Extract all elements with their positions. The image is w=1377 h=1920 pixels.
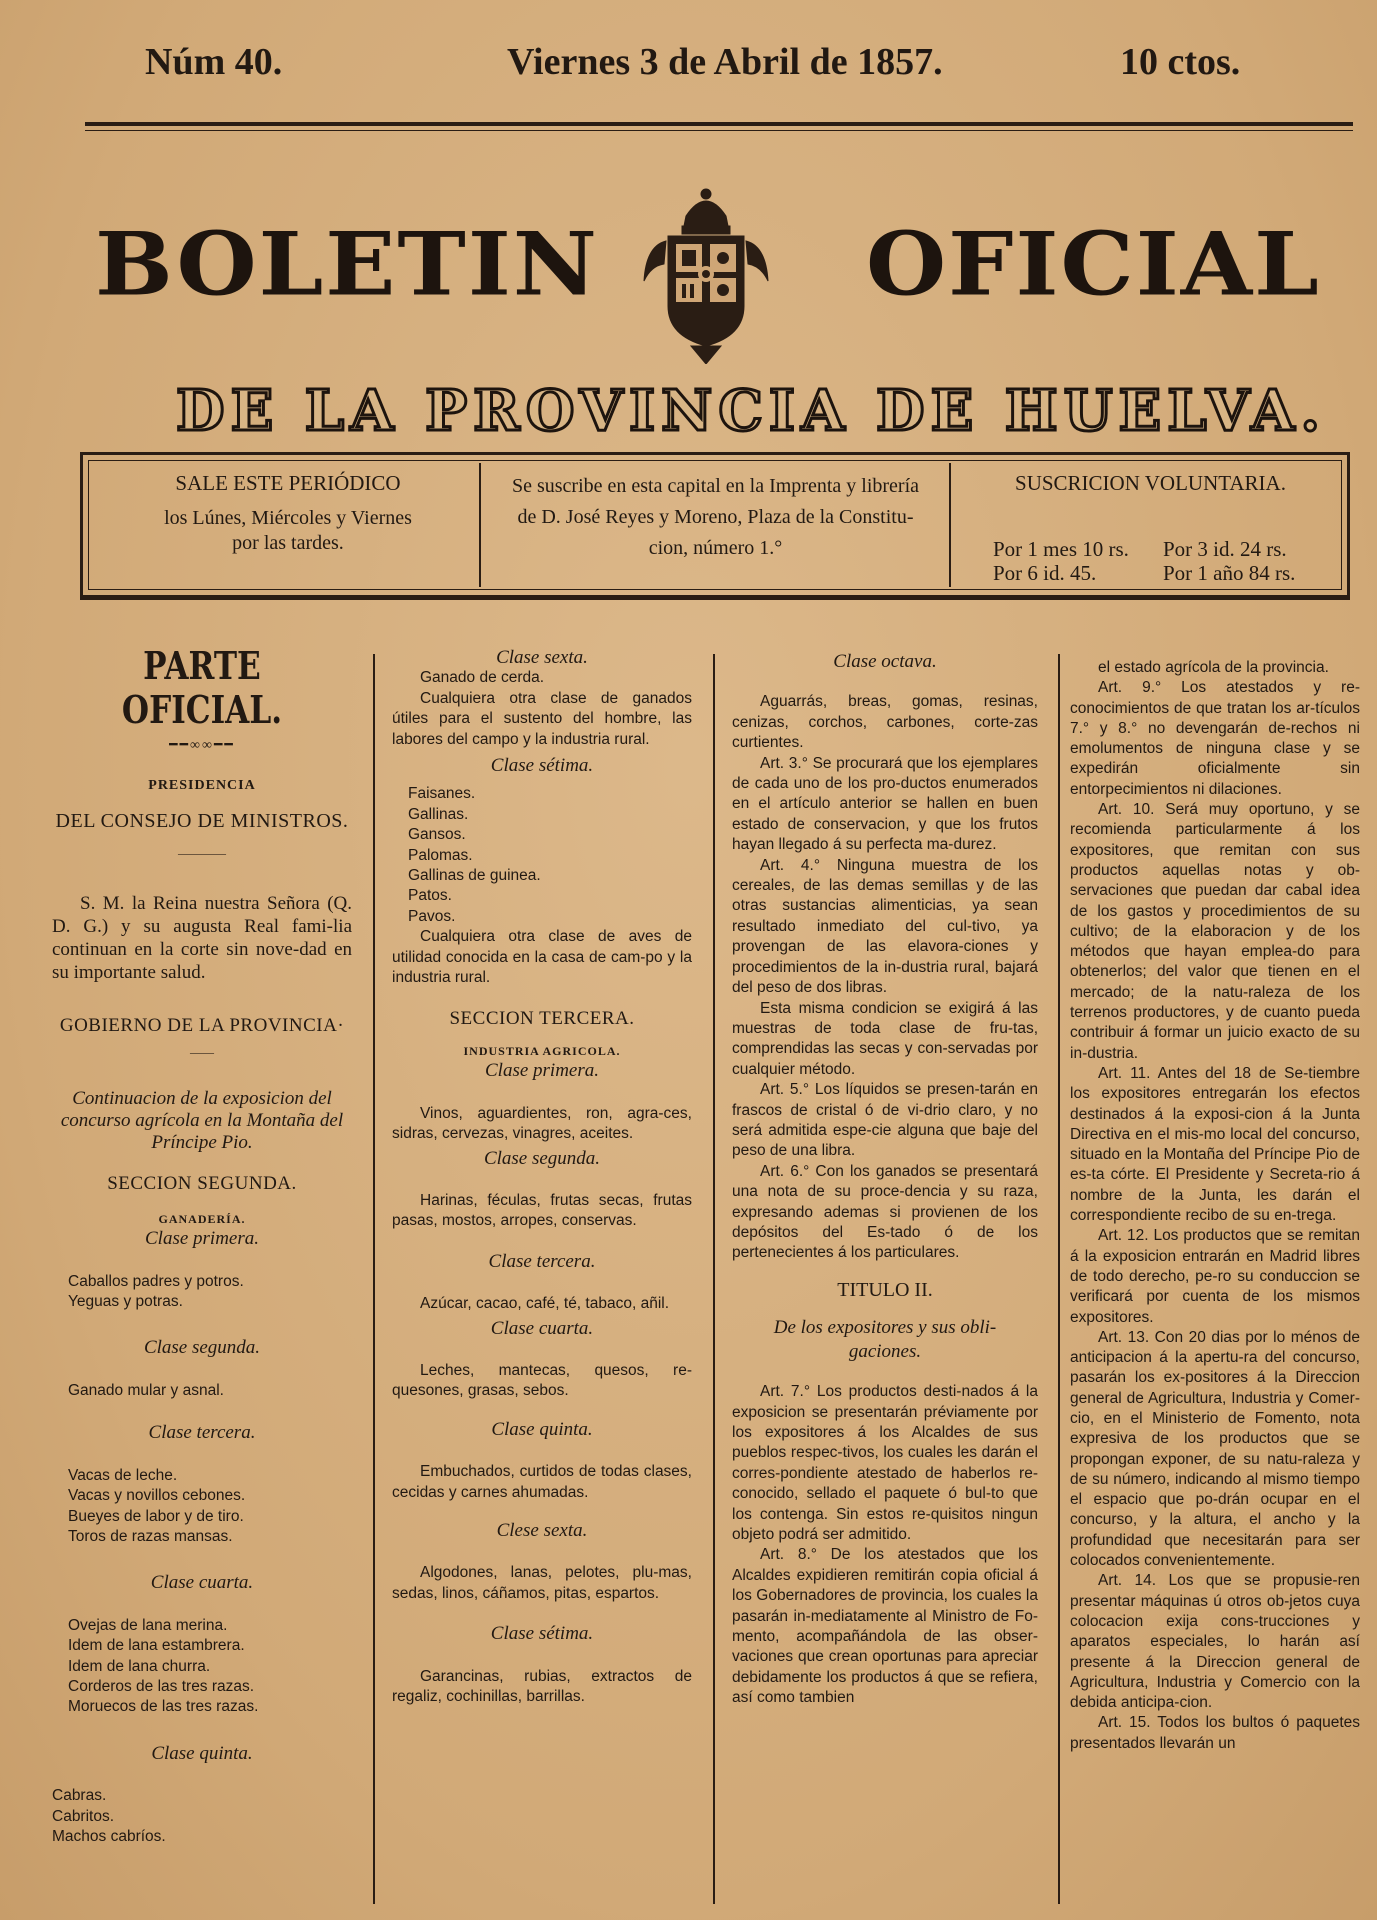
ia-clase-7-heading: Clase sétima. — [490, 1623, 594, 1645]
schedule-title: SALE ESTE PERIÓDICO — [175, 471, 401, 495]
ia-clase-3-text: Azúcar, cacao, café, té, tabaco, añil. — [420, 1295, 670, 1313]
subtitle-provincia: DE LA PROVINCIA DE HUELVA. — [176, 378, 1326, 444]
clase-8-text: Aguarrás, breas, gomas, resinas, cenizas, corchos, carbones, corte-zas curtientes. — [732, 693, 1038, 752]
clase-2-list — [52, 1381, 352, 1401]
list-item: Yeguas y potras. — [68, 1293, 183, 1311]
voluntary-subscription — [958, 471, 1343, 496]
clase-5-heading: Clase quinta. — [151, 1742, 253, 1764]
issue-date: Viernes 3 de Abril de 1857. — [507, 41, 943, 83]
clase-3-list — [52, 1466, 352, 1548]
list-item: Ovejas de lana merina. — [68, 1616, 228, 1634]
royal-coat-of-arms-icon — [636, 186, 776, 364]
list-item: Gallinas. — [408, 805, 469, 823]
article-11: Art. 11. Antes del 18 de Se-tiembre los expositores entregarán los efectos destinados á la exposi-cion á la Junta Directiva en el mis-mo local del concurso, situado en la Montaña del Príncipe Pio de es-ta córte. El Presidente y Secreta-rio á nombre de la Junta, les darán el correspondiente recibo de su en-trega. — [1070, 1064, 1360, 1225]
list-item: Vacas y novillos cebones. — [68, 1487, 246, 1505]
clase-6-heading: Clase sexta. — [496, 647, 588, 668]
article-15: Art. 15. Todos los bultos ó paquetes presentados llevarán un — [1070, 1714, 1360, 1752]
seccion-tercera-heading: SECCION TERCERA. — [449, 1007, 635, 1029]
subscription-info-box — [80, 452, 1350, 600]
ia-clase-3-heading: Clase tercera. — [488, 1250, 596, 1272]
article-12: Art. 12. Los productos que se remitan á la exposicion entrarán en Madrid libres de todo derecho, pe-ro su conduccion se verificará por cuenta de los mismos expositores. — [1070, 1227, 1360, 1326]
clase-1-heading: Clase primera. — [145, 1228, 259, 1250]
article-13: Art. 13. Con 20 dias por lo ménos de anticipacion á la apertu-ra del concurso, pasarán los ex-positores á la Direccion general de Agricultura, Industria y Comer-cio, en el Ministerio de Fomento, nota expresiva de los productos que se propongan exponer, de su natu-raleza y de su número, indicando al mismo tiempo el espacio que po-drán ocupar en el concurso, y la altura, el ancho y la profundidad que necesitarán para ser colocados convenientemente. — [1070, 1328, 1360, 1570]
column-rule-3 — [1058, 654, 1060, 1904]
clase-4-heading: Clase cuarta. — [150, 1572, 254, 1594]
title-oficial: OFICIAL — [866, 212, 1321, 316]
industria-heading: INDUSTRIA AGRICOLA. — [463, 1043, 621, 1058]
short-rule-2: —— — [190, 1045, 214, 1060]
list-item: Ganado mular y asnal. — [68, 1381, 224, 1399]
ia-clase-4-text: Leches, mantecas, quesos, re-quesones, grasas, sebos. — [392, 1361, 692, 1400]
clase-1-list — [52, 1272, 352, 1313]
clase-3-heading: Clase tercera. — [148, 1422, 256, 1444]
clase-7-list — [392, 784, 692, 927]
ia-clase-6-text: Algodones, lanas, pelotes, plu-mas, sedas, linos, cáñamos, pitas, espartos. — [392, 1564, 692, 1602]
ia-clase-7-text: Garancinas, rubias, extractos de regaliz, cochinillas, barrillas. — [392, 1667, 692, 1706]
ornament: ━━∞∞━━ — [169, 738, 235, 753]
list-item: Cabritos. — [52, 1807, 115, 1825]
clase-6-text — [392, 668, 692, 750]
clase-6-item: Ganado de cerda. — [420, 669, 545, 687]
column-2 — [392, 644, 692, 1707]
article-4-continued: Esta misma condicion se exigirá á las muestras de toda clase de fru-tas, comprendidas las secas y con-servadas por cualquier método. — [732, 999, 1038, 1078]
list-item: Caballos padres y potros. — [68, 1272, 244, 1290]
ia-clase-1-heading: Clase primera. — [485, 1060, 599, 1082]
ia-clase-2-heading: Clase segunda. — [483, 1147, 601, 1169]
list-item: Pavos. — [408, 907, 456, 925]
column-4 — [1070, 658, 1360, 1754]
article-8: Art. 8.° De los atestados que los Alcaldes expidieren remitirán copia oficial á los Gobernadores de provincia, los cuales la pasarán in-mediatamente al Ministro de Fo-mento, acompañándola de las obser-vaciones que crean oportunas para apreciar debidamente los productos á que se refiera, así como tambien — [732, 1546, 1038, 1707]
short-rule: ———— — [178, 846, 226, 861]
list-item: Moruecos de las tres razas. — [68, 1698, 259, 1716]
publication-schedule — [103, 471, 473, 556]
article-3: Art. 3.° Se procurará que los ejemplares de cada uno de los pro-ductos enumerados en el artículo anterior se hallen en buen estado de conservacion, y que los frutos hayan llegado á su perfecta ma-durez. — [732, 754, 1038, 854]
list-item: Patos. — [408, 887, 452, 905]
schedule-time: por las tardes. — [232, 532, 344, 554]
list-item: Gansos. — [408, 826, 466, 844]
column-1 — [52, 644, 352, 1847]
article-4: Art. 4.° Ninguna muestra de los cereales, de las demas semillas y de las otras sustancias alimenticias, ya sean resultado inmediato del cul-tivo, ya provengan de las elavora-ciones y procedimientos de la in-dustria rural, bajará del peso de dos libras. — [732, 856, 1038, 997]
info-divider-1 — [479, 463, 481, 587]
list-item: Idem de lana churra. — [68, 1657, 211, 1675]
list-item: Bueyes de labor y de tiro. — [68, 1507, 244, 1525]
masthead-top-line — [145, 40, 1255, 90]
price-1-month: Por 1 mes 10 rs. — [993, 537, 1129, 561]
info-divider-2 — [949, 463, 951, 587]
clase-5-list — [52, 1786, 352, 1847]
ia-clase-2-text: Harinas, féculas, frutas secas, frutas pasas, mostos, arropes, conservas. — [392, 1191, 692, 1230]
ia-clase-6-heading: Clese sexta. — [496, 1520, 588, 1541]
ia-clase-5-text: Embuchados, curtidos de todas clases, cecidas y carnes ahumadas. — [392, 1463, 692, 1501]
gobierno-heading: GOBIERNO DE LA PROVINCIA· — [59, 1014, 345, 1036]
subscription-line-2: de D. José Reyes y Moreno, Plaza de la Constitu- — [517, 506, 914, 528]
list-item: Cabras. — [52, 1787, 107, 1805]
continuacion-title: Continuacion de la exposicion del concurso agrícola en la Montaña del Príncipe Pio. — [60, 1088, 344, 1154]
ganaderia-heading: GANADERÍA. — [158, 1211, 246, 1226]
subscription-line-3: cion, número 1.° — [648, 537, 783, 559]
masthead-rule — [85, 122, 1353, 126]
clase-8-heading: Clase octava. — [833, 651, 937, 672]
article-14: Art. 14. Los que se propusie-ren presentar máquinas ú otros ob-jetos cuya colocacion exija cons-trucciones y aparatos especiales, lo harán así presente á la Direccion general de Agricultura, Industria y Comercio con la debida anticipa-cion. — [1070, 1572, 1360, 1712]
subscription-line-1: Se suscribe en esta capital en la Imprenta y librería — [511, 475, 920, 497]
list-item: Toros de razas mansas. — [68, 1527, 233, 1545]
presidencia-heading: PRESIDENCIA — [148, 778, 256, 794]
price-6-months: Por 6 id. 45. — [993, 561, 1097, 585]
list-item: Corderos de las tres razas. — [68, 1677, 255, 1695]
column-3 — [732, 644, 1038, 1709]
issue-price: 10 ctos. — [1120, 41, 1241, 83]
column-rule-1 — [373, 654, 375, 1904]
seccion-segunda-heading: SECCION SEGUNDA. — [107, 1173, 297, 1195]
price-3-months: Por 3 id. 24 rs. — [1163, 537, 1287, 561]
article-7: Art. 7.° Los productos desti-nados á la exposicion se presentarán préviamente por los expositores á los Alcaldes de sus pueblos respec-tivos, los cuales les darán el corres-pondiente atestado de haberlos re-conocido, sellado el paquete ó bul-to que los contenga. Sin estos re-quisitos ningun objeto podrá ser admitido. — [732, 1383, 1038, 1544]
column-rule-2 — [713, 654, 715, 1904]
clase-7-paragraph: Cualquiera otra clase de aves de utilidad conocida en la casa de cam-po y la industria rural. — [392, 928, 692, 987]
clase-6-paragraph: Cualquiera otra clase de ganados útiles para el sustento del hombre, las labores del campo y la industria rural. — [392, 689, 692, 748]
price-1-year: Por 1 año 84 rs. — [1163, 561, 1296, 585]
list-item: Vacas de leche. — [68, 1466, 178, 1484]
article-10: Art. 10. Será muy oportuno, y se recomienda particularmente á los expositores, que remitan con sus productos aquellas notas y ob-servaciones que puedan dar cabal idea de los gastos y procedimientos de su cultivo; de la elaboracion y de los métodos que hayan emplea-do para obtenerlos; del valor que tienen en el mercado; de la natu-raleza de los terrenos productores, y de cuanto pueda contribuir á formar un juicio exacto de su in-dustria. — [1070, 801, 1360, 1062]
list-item: Palomas. — [408, 846, 473, 864]
clase-7-heading: Clase sétima. — [490, 755, 594, 777]
title-boletin: BOLETIN — [95, 212, 600, 316]
parte-oficial-heading: PARTE OFICIAL. — [121, 643, 283, 732]
clase-2-heading: Clase segunda. — [143, 1337, 261, 1359]
list-item: Machos cabríos. — [52, 1827, 166, 1845]
clase-4-list — [52, 1616, 352, 1718]
article-8-continued: el estado agrícola de la provincia. — [1098, 659, 1329, 676]
schedule-days: los Lúnes, Miércoles y Viernes — [164, 507, 412, 529]
issue-number: Núm 40. — [145, 41, 283, 83]
voluntary-title: SUSCRICION VOLUNTARIA. — [1015, 471, 1286, 495]
article-5: Art. 5.° Los líquidos se presen-tarán en frascos de cristal ó de vi-drio claro, y no será admitida espe-cie alguna que baje del peso de una libra. — [732, 1081, 1038, 1160]
titulo-ii-heading: TITULO II. — [837, 1278, 933, 1301]
list-item: Gallinas de guinea. — [408, 867, 541, 885]
ia-clase-1-text: Vinos, aguardientes, ron, agra-ces, sidras, cervezas, vinagres, aceites. — [392, 1104, 692, 1143]
article-9: Art. 9.° Los atestados y re-conocimientos de que tratan los ar-tículos 7.° y 8.° no devengarán de-rechos ni emolumentos de ninguna clase y se expedirán oficialmente sin entorpecimientos ni dilaciones. — [1070, 679, 1360, 798]
article-6: Art. 6.° Con los ganados se presentará una nota de su proce-dencia y su raza, expresando ademas si provienen de los depósitos del Es-tado ó de los pertenecientes á los particulares. — [732, 1162, 1038, 1262]
consejo-heading: DEL CONSEJO DE MINISTROS. — [55, 809, 349, 832]
ia-clase-5-heading: Clase quinta. — [491, 1418, 593, 1440]
list-item: Idem de lana estambrera. — [68, 1637, 245, 1655]
ia-clase-4-heading: Clase cuarta. — [490, 1317, 594, 1339]
list-item: Faisanes. — [408, 785, 476, 803]
subscription-location — [488, 471, 943, 564]
masthead-rule-thin — [85, 130, 1353, 131]
reina-notice: S. M. la Reina nuestra Señora (Q. D. G.) y su augusta Real fami-lia continuan en la corte sin nove-dad en su importante salud. — [52, 892, 352, 983]
titulo-ii-subtitle: De los expositores y sus obli-gaciones. — [773, 1317, 997, 1363]
